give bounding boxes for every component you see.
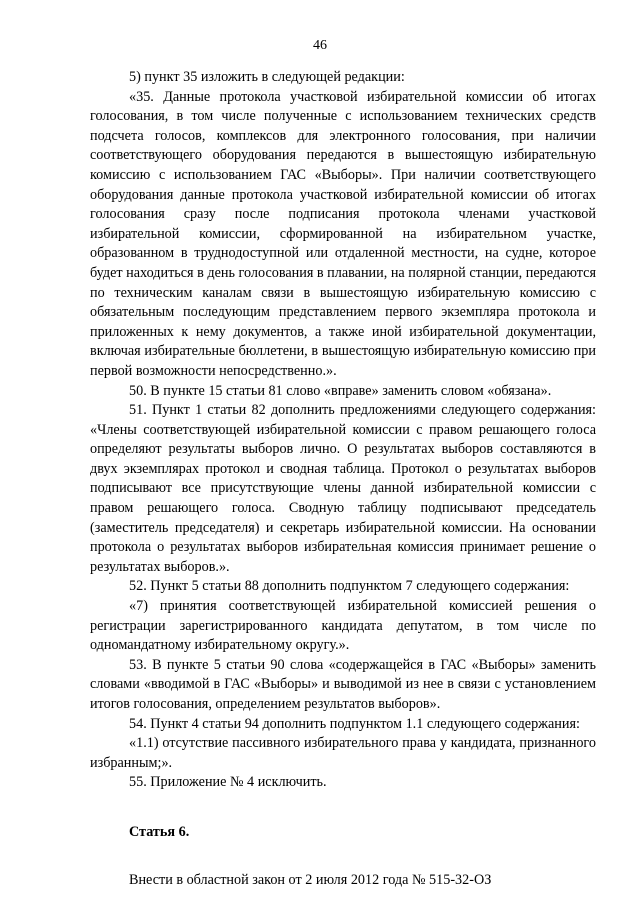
paragraph-54-subitem-1-1: «1.1) отсутствие пассивного избирательного права у кандидата, признанного избранным;». xyxy=(90,735,596,771)
paragraph-55: 55. Приложение № 4 исключить. xyxy=(129,774,327,791)
paragraph-52: 52. Пункт 5 статьи 88 дополнить подпунктом 7 следующего содержания: xyxy=(129,578,570,595)
document-body xyxy=(90,68,596,890)
final-paragraph: Внести в областной закон от 2 июля 2012 года № 515-32-ОЗ xyxy=(129,871,492,888)
paragraph-53: 53. В пункте 5 статьи 90 слова «содержащейся в ГАС «Выборы» заменить словами «вводимой в ГАС «Выборы» и выводимой из нее в связи с установлением итогов голосования, определением результатов выборов». xyxy=(90,656,596,712)
paragraph-52-subitem-7: «7) принятия соответствующей избирательной комиссией решения о регистрации зарегистрированного кандидата депутатом, в том числе по одномандатному избирательному округу.». xyxy=(90,598,596,654)
paragraph-54: 54. Пункт 4 статьи 94 дополнить подпунктом 1.1 следующего содержания: xyxy=(129,715,580,732)
paragraph-50: 50. В пункте 15 статьи 81 слово «вправе» заменить словом «обязана». xyxy=(129,382,552,399)
article-heading: Статья 6. xyxy=(129,823,190,840)
paragraph-point-35: «35. Данные протокола участковой избирательной комиссии об итогах голосования, в том числе полученные с использованием технических средств подсчета голосов, комплексов для электронного голосования, при наличии соответствующего оборудования передаются в вышестоящую избирательную комиссию с использованием ГАС «Выборы». При наличии соответствующего оборудования данные протокола участковой избирательной комиссии об итогах голосования сразу после подписания протокола членами участковой избирательной комиссии, сформированной на избирательном участке, образованном в труднодоступной или отдаленной местности, на судне, которое будет находиться в день голосования в плавании, на полярной станции, передаются по техническим каналам связи в вышестоящую избирательную комиссию с обязательным последующим представлением первого экземпляра протокола и приложенных к нему документов, а также иной избирательной документации, включая избирательные бюллетени, в вышестоящую избирательную комиссию при первой возможности непосредственно.». xyxy=(90,88,596,379)
paragraph-item-5: 5) пункт 35 изложить в следующей редакции: xyxy=(129,69,405,85)
paragraph-51: 51. Пункт 1 статьи 82 дополнить предложениями следующего содержания: «Члены соответствующей избирательной комиссии с правом решающего голоса определяют результаты выборов лично. О результатах выборов составляются в двух экземплярах протокол и сводная таблица. Протокол о результатах выборов подписывают все присутствующие члены данной избирательной комиссии с правом решающего голоса. Сводную таблицу подписывают председатель (заместитель председателя) и секретарь избирательной комиссии. На основании протокола о результатах выборов избирательная комиссия принимает решение о результатах выборов.». xyxy=(90,402,596,575)
page-number: 46 xyxy=(313,38,327,53)
